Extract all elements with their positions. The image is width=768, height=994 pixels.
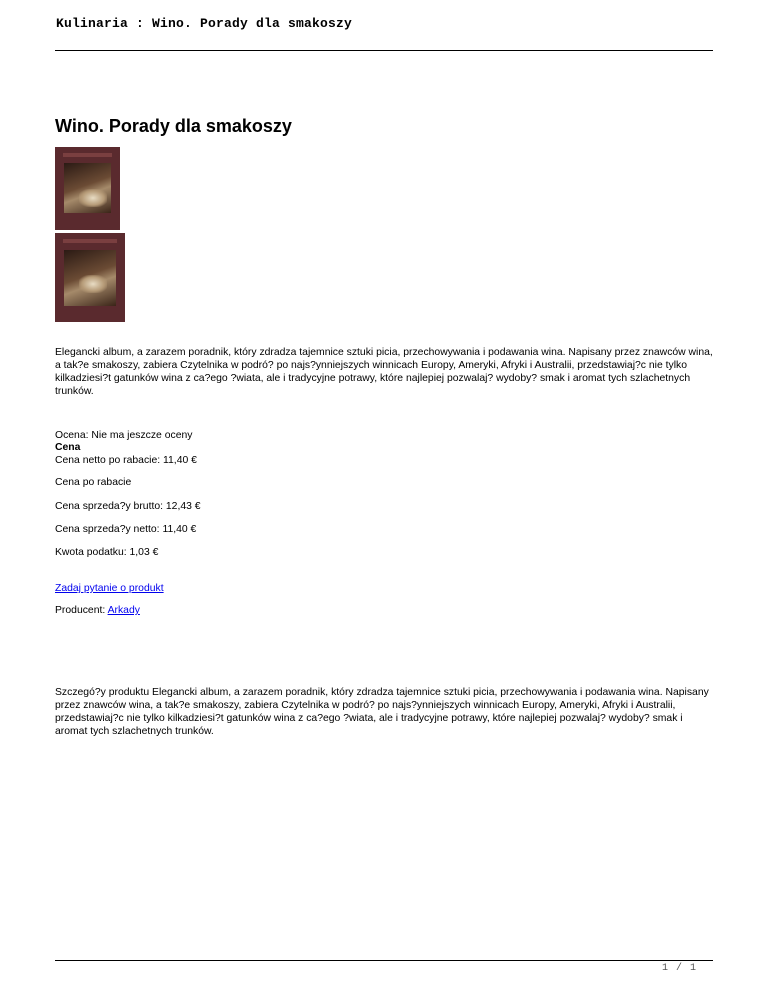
product-details: Szczegó?y produktu Elegancki album, a zarazem poradnik, który zdradza tajemnice sztuki picia, przechowywania i podawania wina. Napisany przez znawców wina, a tak?e smakoszy, zabiera Czytelnika w podró? po najs?ynniejszych winnicach Europy, Ameryki, Afryki i Australii, przedstawiaj?c nie tylko kilkadziesi?t gatunków wina z ca?ego ?wiata, ale i tradycyjne potrawy, które najlepiej pozwalaj? wydoby? smak i aromat tych szlachetnych trunków. [55, 687, 709, 737]
price-heading: Cena [55, 442, 81, 453]
product-cover-image-large[interactable] [55, 233, 125, 322]
price-net-after-discount: Cena netto po rabacie: 11,40 € [55, 455, 197, 466]
product-cover-image[interactable] [55, 147, 120, 230]
price-after-discount-label: Cena po rabacie [55, 477, 132, 488]
product-description: Elegancki album, a zarazem poradnik, który zdradza tajemnice sztuki picia, przechowywania i podawania wina. Napisany przez znawców wina, a tak?e smakoszy, zabiera Czytelnika w podró? po najs?ynniejszych winnicach Europy, Ameryki, Afryki i Australii, przedstawiaj?c nie tylko kilkadziesi?t gatunków wina z ca?ego ?wiata, ale i tradycyjne potrawy, które najlepiej pozwalaj? wydoby? smak i aromat tych szlachetnych trunków. [55, 347, 713, 397]
document-header: Kulinaria : Wino. Porady dla smakoszy [56, 16, 353, 31]
tax-amount: Kwota podatku: 1,03 € [55, 547, 159, 558]
producer-link[interactable]: Arkady [107, 605, 140, 616]
price-net: Cena sprzeda?y netto: 11,40 € [55, 524, 197, 535]
price-gross: Cena sprzeda?y brutto: 12,43 € [55, 501, 201, 512]
producer-label: Producent: [55, 605, 108, 616]
header-divider [55, 50, 713, 51]
footer-divider [55, 960, 713, 961]
ask-question-link[interactable]: Zadaj pytanie o produkt [55, 583, 164, 594]
rating-text: Ocena: Nie ma jeszcze oceny [55, 430, 193, 441]
product-title: Wino. Porady dla smakoszy [55, 116, 292, 136]
producer-line [55, 604, 140, 617]
page-number: 1 / 1 [662, 963, 698, 974]
